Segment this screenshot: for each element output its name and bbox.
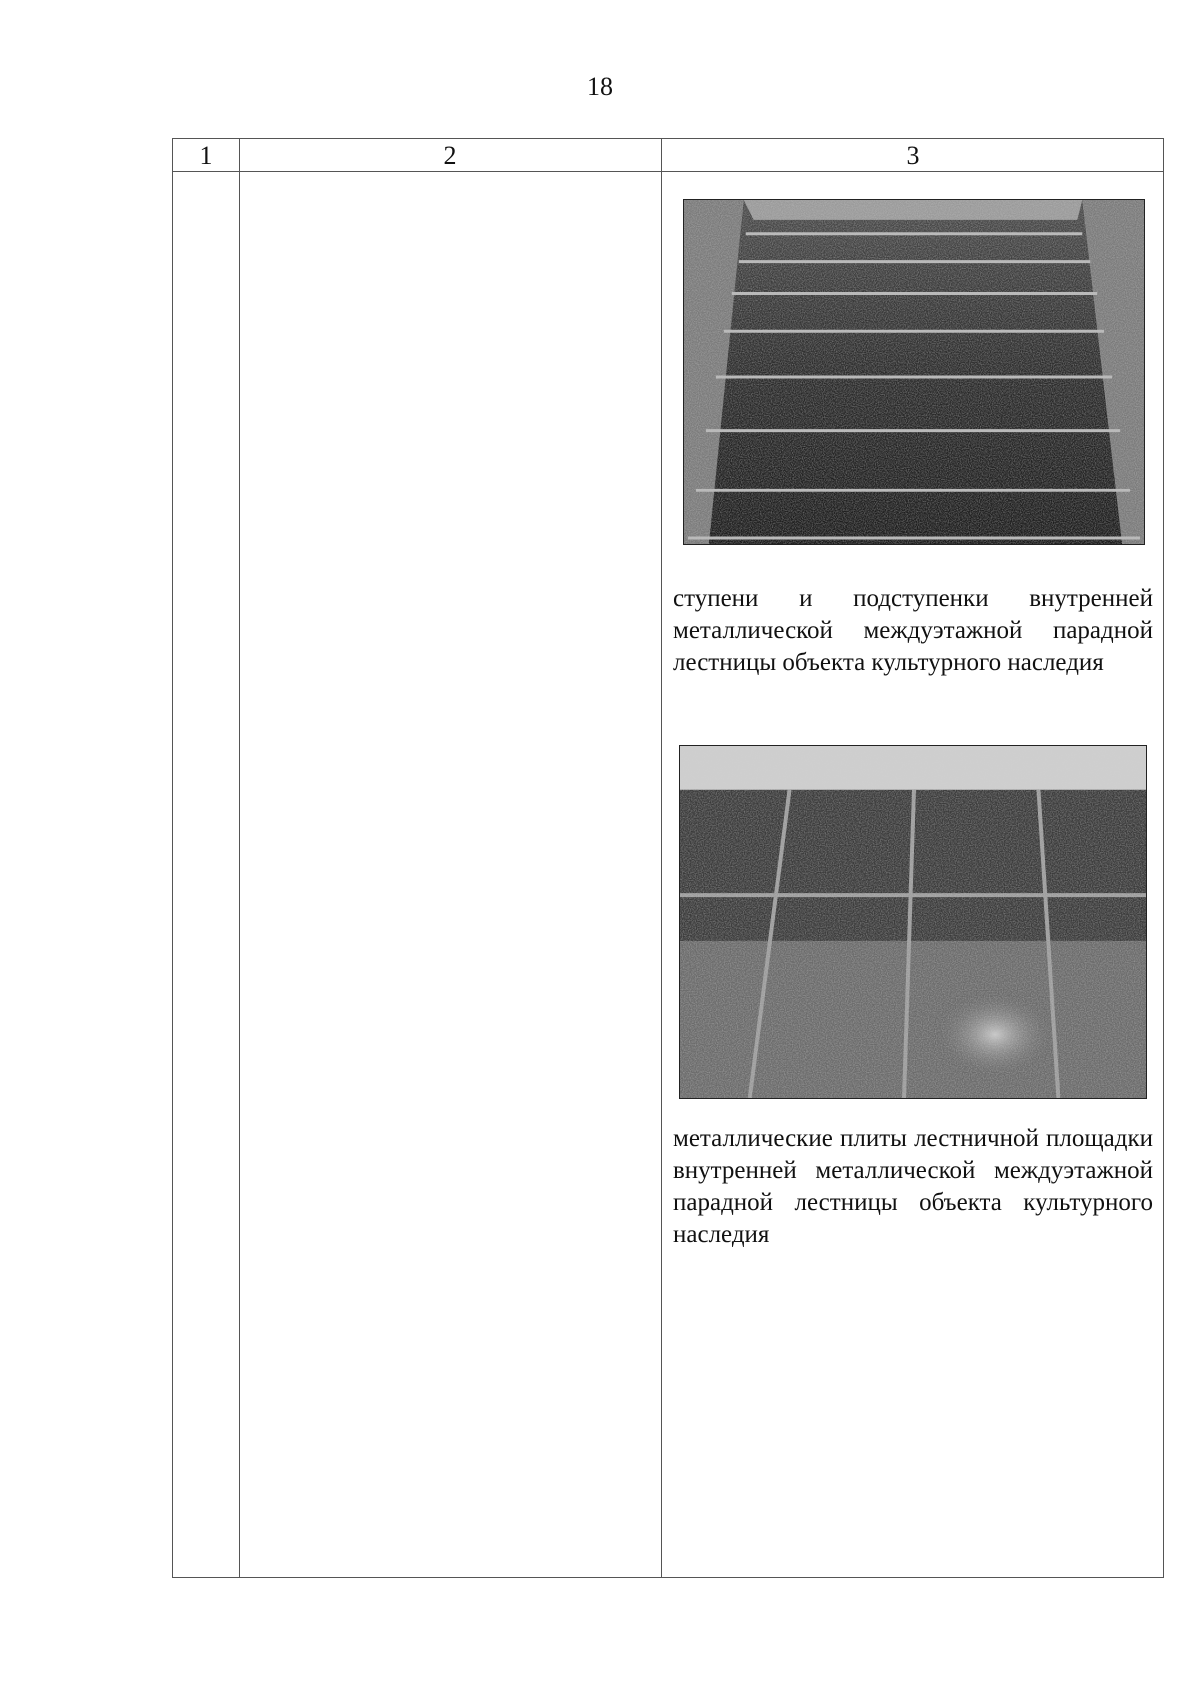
- document-table: [172, 138, 1164, 1578]
- caption-floor-plates: металлические плиты лестничной площадки внутренней металлической междуэтажной парадной лестницы объекта культурного наследия: [673, 1125, 1153, 1248]
- column-header-2: 2: [443, 141, 457, 170]
- stairs-photo-icon: [684, 200, 1144, 544]
- floor-plates-photo-icon: [680, 746, 1146, 1098]
- page-number: 18: [587, 72, 613, 101]
- column-divider: [239, 139, 240, 1577]
- column-divider: [661, 139, 662, 1577]
- floor-plates-photo: [679, 745, 1147, 1099]
- column-header-3: 3: [906, 141, 920, 170]
- column-header-1: 1: [199, 141, 213, 170]
- header-divider: [173, 171, 1163, 172]
- stairs-photo: [683, 199, 1145, 545]
- caption-stairs: ступени и подступенки внутренней металлической междуэтажной парадной лестницы объекта культурного наследия: [673, 585, 1153, 676]
